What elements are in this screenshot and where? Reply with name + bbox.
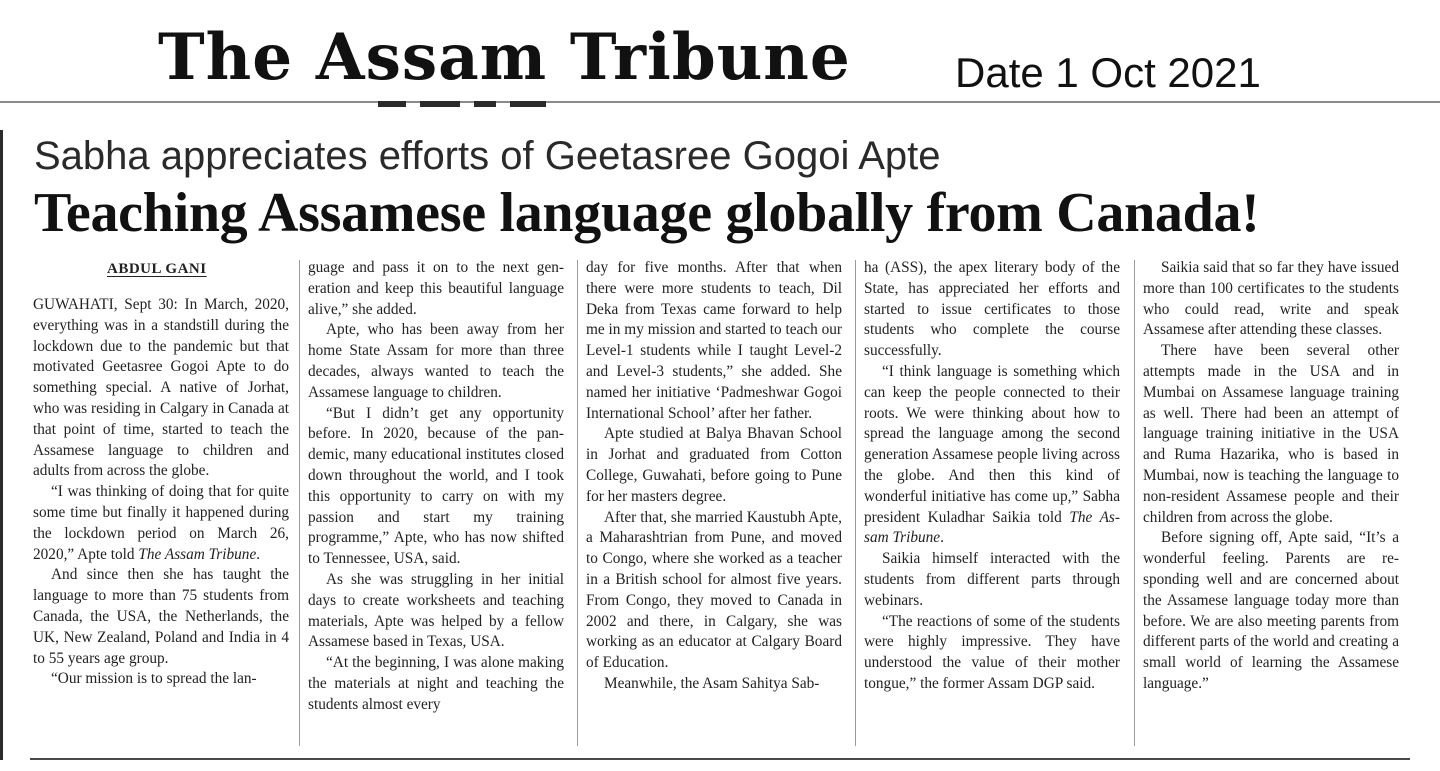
page-left-border <box>0 130 3 760</box>
paragraph: There have been several other attempts made in the USA and in Mumbai on Assamese language training as well. There had been an attempt of language training initiative in the USA and Ruma Hazarika, who is based in Mumbai, now is teaching the language to non-resident Assamese people and their children from across the globe. <box>1143 342 1399 526</box>
paragraph: day for five months. After that when there were more students to teach, Dil Deka from Texas came forward to help me in my mission and started to teach our Level-1 students while I taught Level-2 and Level-3 students,” she added. She named her initiative ‘Padmeshwar Gogoi International School’ after her father. <box>586 259 842 422</box>
article-kicker: Sabha appreciates efforts of Geetasree Gogoi Apte <box>34 134 941 178</box>
paragraph: Saikia said that so far they have issued more than 100 certificates to the students who could read, write and speak Assamese after attending these classes. <box>1143 259 1399 339</box>
paragraph: Apte studied at Balya Bhavan School in Jorhat and graduated from Cotton College, Guwahati, before going to Pune for her masters degree. <box>586 425 842 505</box>
masthead <box>0 0 1440 103</box>
article-column-5 <box>1143 258 1399 695</box>
article-column-1 <box>33 295 289 690</box>
paragraph: GUWAHATI, Sept 30: In March, 2020, everything was in a standstill during the lockdown due to the pandemic but that motivated Geetasree Gogoi Apte to do something special. A native of Jorhat, who was residing in Calgary in Canada at that point of time, started to teach the Assamese language to children and adults from across the globe. <box>33 296 289 480</box>
publication-date: Date 1 Oct 2021 <box>955 49 1261 96</box>
article-column-4 <box>864 258 1120 695</box>
paragraph: And since then she has taught the language to more than 75 students from Canada, the USA, the Netherlands, the UK, New Zealand, Poland and India in 4 to 55 years age group. <box>33 566 289 667</box>
paragraph: guage and pass it on to the next generation and keep this beautiful language alive,” she added. <box>308 259 564 318</box>
article-column-3 <box>586 258 842 695</box>
column-divider <box>1134 260 1135 746</box>
paragraph: Saikia himself interacted with the students from different parts through webinars. <box>864 550 1120 609</box>
paragraph: “Our mission is to spread the lan- <box>51 670 257 688</box>
column-divider <box>855 260 856 746</box>
paragraph: “But I didn’t get any opportunity before. In 2020, because of the pandemic, many educational institutes closed down throughout the world, and I took this opportunity to carry on with my passion and start my training programme,” Apte, who has now shifted to Tennessee, USA, said. <box>308 404 564 568</box>
paragraph: As she was struggling in her initial days to create worksheets and teaching materials, Apte was helped by a fellow Assamese based in Texas, USA. <box>308 570 564 651</box>
column-divider <box>577 260 578 746</box>
page-bottom-border <box>30 758 1410 760</box>
paragraph: Meanwhile, the Asam Sahitya Sab- <box>604 674 820 692</box>
article-headline: Teaching Assamese language globally from Canada! <box>34 182 1260 244</box>
article-column-2 <box>308 258 564 716</box>
article-byline: ABDUL GANI <box>107 261 207 277</box>
newspaper-title: The Assam Tribune <box>158 20 851 95</box>
masthead-divider <box>0 101 1440 103</box>
paragraph: After that, she married Kaustubh Apte, a Maharashtrian from Pune, and moved to Congo, where she worked as a teacher in a British school for almost five years. From Congo, they moved to Canada in 2002 and there, in Calgary, she was working as an educator at Calgary Board of Education. <box>586 508 842 672</box>
paragraph: Before signing off, Apte said, “It’s a wonderful feeling. Parents are responding well and are concerned about the Assamese language today more than before. We are also meeting parents from different parts of the world and creating a small world of learning the Assamese language.” <box>1143 529 1399 692</box>
paragraph: Apte, who has been away from her home State Assam for more than three decades, always wanted to teach the Assamese language to children. <box>308 321 564 401</box>
cropped-section-heading <box>378 101 578 111</box>
column-divider <box>299 260 300 746</box>
paragraph: “I was thinking of doing that for quite some time but finally it happened during the lockdown period on March 26, 2020,” Apte told The Assam Tribune. <box>33 483 289 563</box>
paragraph: ha (ASS), the apex literary body of the State, has appreciated her efforts and started to issue certificates to those students who complete the course successfully. <box>864 259 1120 360</box>
paragraph: “At the beginning, I was alone making the materials at night and teaching the students almost every <box>308 654 564 713</box>
paragraph: “The reactions of some of the students were highly impressive. They have understood the value of their mother tongue,” the former Assam DGP said. <box>864 612 1120 692</box>
paragraph: “I think language is something which can keep the people connected to their roots. We were thinking about how to spread the language among the second generation Assamese people living across the globe. And then this kind of wonderful initiative has come up,” Sabha president Kuladhar Saikia told The Assam Tribune. <box>864 362 1120 547</box>
